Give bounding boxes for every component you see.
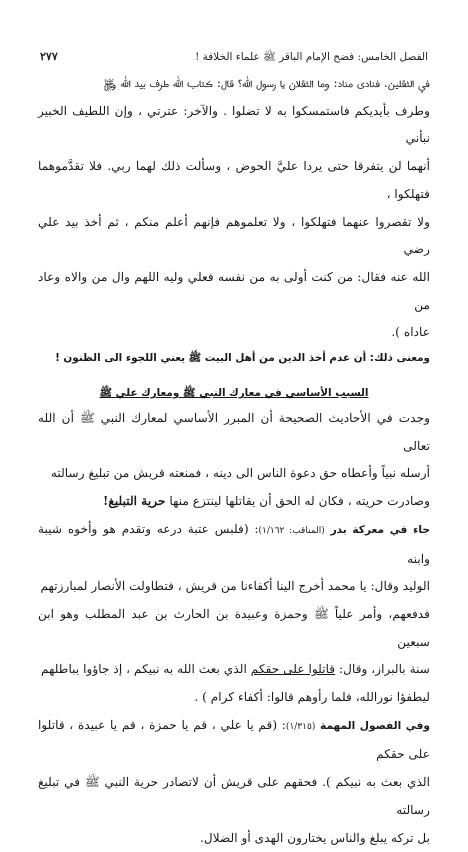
text-line [38, 656, 430, 684]
paragraph-fusul [38, 712, 430, 852]
text-line: بل تركه يبلغ والناس يختارون الهدى أو الضلال. [199, 830, 430, 845]
text-line: ليطفؤا نورالله، فلما رأوهم قالوا: أكفاء كرام ) . [194, 690, 430, 705]
text-run: : (فلبس عتبة درعه وتقدم هو وأخوه شيبة وابنه [38, 521, 430, 566]
citation-label: وفي الفصول المهمة [320, 719, 430, 732]
text-line: الله عنه فقال: من كنت أولى به من نفسه فعلي وليه اللهم وال من والاه وعاد من [38, 269, 430, 312]
text-line: وطرف بأيديكم فاستمسكوا به لا تضلوا . والآخر: عترتي ، وإن اللطيف الخبير نبأني [38, 103, 430, 146]
paragraph-battles-reason [38, 405, 430, 516]
text-line: أنهما لن يتفرقا حتى يردا عليَّ الحوض ، وسألت ذلك لهما ربي. فلا تقدَّموهما فتهلكوا ، [38, 159, 430, 201]
text-line: في الثقلين. فنادى مناد: وما الثقلان يا رسول الله؟ قال: كتاب الله طرف بيد الله ﷿ [103, 76, 430, 90]
paragraph-badr [38, 516, 430, 712]
text-run: الذي بعث الله به نبيكم ، إذ جاؤوا بباطلهم [41, 662, 251, 677]
text-run: الذي بعث به نبيكم ). [317, 775, 430, 790]
citation-reference: (١/٣١٥) [285, 721, 316, 732]
running-header-title: الفصل الخامس: فضح الإمام الباقر ﷺ علماء الخلافة ! [195, 51, 428, 63]
text-line: وجدت في الأحاديث الصحيحة أن المبرر الأساسي لمعارك النبي ﷺ أن الله تعالى [38, 411, 430, 453]
text-line: عاداه ). [391, 325, 430, 340]
text-run: فحقهم على قريش أن لاتصادر حرية النبي ﷺ في تبليغ رسالته [38, 775, 430, 817]
page-body [38, 70, 430, 852]
section-heading [38, 383, 430, 403]
text-run: : (قم يا علي ، قم يا حمزة ، قم يا عبيدة ، قاتلوا على حقكم [38, 717, 430, 762]
text-line [38, 712, 430, 769]
meaning-statement: ومعنى ذلك: أن عدم أخذ الدين من أهل البيت ﷺ يعني اللجوء الى الظنون ! [55, 352, 430, 365]
underlined-phrase: قاتلوا على حقكم [250, 662, 336, 677]
text-run: وصادرت حريته ، فكان له الحق أن يقاتلها لينتزع منها [165, 494, 430, 509]
text-line [38, 769, 430, 824]
paragraph-hadith-thaqalayn [38, 70, 430, 347]
text-line: ولا تقصروا عنهما فتهلكوا ، ولا تعلموهم فإنهم أعلم منكم ، ثم أخذ بيد علي رضي [38, 214, 430, 257]
text-line [38, 516, 430, 573]
text-line: فدفعهم، وأمر علياً ﷺ وحمزة وعبيدة بن الحارث بن عبد المطلب وهو ابن سبعين [38, 606, 430, 649]
section-heading-text: السبب الأساسي في معارك النبي ﷺ ومعارك علي ﷺ [99, 387, 369, 400]
page-header [40, 49, 428, 65]
text-line [38, 488, 430, 516]
page-number: ٢٧٧ [40, 50, 58, 63]
text-run: سنة بالبراز، وقال: [335, 662, 430, 677]
emphasized-text: حرية التبليغ! [103, 494, 166, 509]
citation-reference: (المناقب: ١/١٦٢) [258, 525, 325, 536]
citation-label: جاء في معركة بدر [330, 523, 430, 536]
text-line: الوليد وقال: يا محمد أخرج الينا أكفاءنا من قريش ، فتطاولت الأنصار لمبارزتهم [40, 579, 430, 594]
text-line: أرسله نبياً وأعطاه حق دعوة الناس الى دينه ، فمنعته قريش من تبليغ رسالته [50, 466, 430, 481]
